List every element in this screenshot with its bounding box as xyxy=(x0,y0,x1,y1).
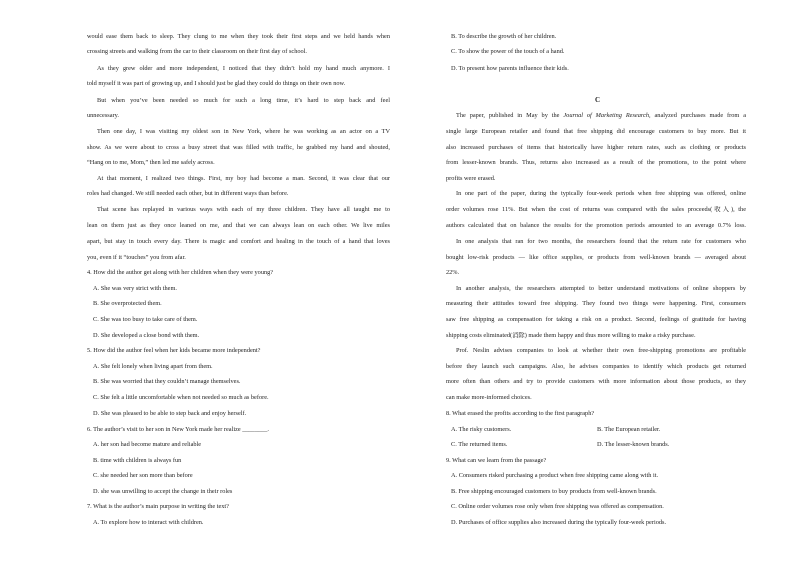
text-line: profits were erased. xyxy=(446,175,496,182)
text-line: B. The European retailer. xyxy=(597,426,661,433)
text-line: 5. How did the author feel when her kids became more independent? xyxy=(87,347,261,354)
text-line: also increased purchases of items that historically have higher return rates, such as clothing or products xyxy=(446,144,746,151)
text-line: At that moment, I realized two things. First, my boy had become a man. Second, it was clear that our xyxy=(97,175,390,182)
text-line: D. Purchases of office supplies also increased during the typically four-week periods. xyxy=(451,519,667,526)
text-line: But when you’ve been needed so much for such a long time, it’s hard to step back and feel xyxy=(97,97,390,104)
text-line: C. She was too busy to take care of them. xyxy=(93,316,198,323)
text-line: shipping costs eliminated(消除) made them happy and thus more willing to make a risky purchase. xyxy=(446,332,696,339)
text-line: told myself it was part of growing up, and I should just be glad they could do things on their own now. xyxy=(87,80,346,87)
text-line: In another analysis, the researchers attempted to better understand motivations of online shoppers by xyxy=(456,285,746,292)
text-line: Prof. Neslin advises companies to look at whether their own free-shipping promotions are profitable xyxy=(456,347,746,354)
text-line: B. She was worried that they couldn’t manage themselves. xyxy=(93,378,241,385)
text-line: crossing streets and walking from the car to their classroom on their first day of school. xyxy=(87,48,307,55)
text-line: show. As we were about to cross a busy street that was filled with traffic, he grabbed my hand and shouted, xyxy=(87,144,390,151)
text-line: D. The lesser-known brands. xyxy=(597,441,670,448)
text-line: D. She developed a close bond with them. xyxy=(93,332,200,339)
text-line: B. time with children is always fun xyxy=(93,457,182,464)
text-line: before they launch such campaigns. Also, he advises companies to identify which products get returned xyxy=(446,363,746,370)
text-line: 6. The author’s visit to her son in New York made her realize ________. xyxy=(87,426,269,433)
text-line: In one analysis that ran for two months, the researchers found that the return rate for customers who xyxy=(456,238,746,245)
text-line: you, even if it “touches” you from afar. xyxy=(87,254,186,261)
text-line: A. Consumers risked purchasing a product when free shipping came along with it. xyxy=(451,472,659,479)
text-line: can make more-informed choices. xyxy=(446,394,532,401)
section-heading: C xyxy=(594,96,601,104)
text-line: 4. How did the author get along with her children when they were young? xyxy=(87,269,274,276)
text-line: C. She felt a little uncomfortable when not needed so much as before. xyxy=(93,394,269,401)
text-line: from lesser-known brands. Thus, returns also increased as a result of the promotions, to the point where xyxy=(446,159,746,166)
text-line: A. The risky customers. xyxy=(451,426,512,433)
text-line: C. To show the power of the touch of a hand. xyxy=(451,48,565,55)
text-line: unnecessary. xyxy=(87,112,119,119)
text-line: bought low-risk products — like office supplies, or products from well-known brands — averaged about xyxy=(446,254,746,261)
text-line: lean on them just as they once leaned on me, and that we can always lean on each other. We live miles xyxy=(87,222,390,229)
text-line: more often than others and try to provide customers with more information about those products, so they xyxy=(446,378,746,385)
text-line: C. she needed her son more than before xyxy=(93,472,193,479)
text-line: Then one day, I was visiting my oldest son in New York, where he was working as an actor on a TV xyxy=(97,128,390,135)
text-line: would ease them back to sleep. They clung to me when they took their first steps and we held hands when xyxy=(87,33,390,40)
text-line: D. To present how parents influence their kids. xyxy=(451,65,569,72)
text-line: measuring their attitudes toward free shipping. They found two things were happening. First, consumers xyxy=(446,300,746,307)
text-line: B. She overprotected them. xyxy=(93,300,162,307)
text-line: That scene has replayed in various ways with each of my three children. They have all taught me to xyxy=(97,206,390,213)
text-line: The paper, published in May by the Journal of Marketing Research, analyzed purchases made from a xyxy=(456,112,746,119)
text-line: C. Online order volumes rose only when free shipping was offered as compensation. xyxy=(451,503,664,510)
text-line: C. The returned items. xyxy=(451,441,508,448)
text-line: D. She was pleased to be able to step back and enjoy herself. xyxy=(93,410,247,417)
text-line: apart, but stay in touch every day. There is magic and comfort and healing in the touch of a hand that loves xyxy=(87,238,390,245)
text-line: A. her son had become mature and reliable xyxy=(93,441,202,448)
text-line: A. To explore how to interact with children. xyxy=(93,519,204,526)
text-line: B. To describe the growth of her children. xyxy=(451,33,557,40)
text-line: 8. What erased the profits according to the first paragraph? xyxy=(446,410,595,417)
text-line: 22%. xyxy=(446,269,460,276)
text-line: saw free shipping as compensation for taking a risk on a product. Second, feelings of gratitude for having xyxy=(446,316,746,323)
text-line: single large European retailer and found that free shipping did encourage customers to buy more. But it xyxy=(446,128,746,135)
text-line: order volumes rose 11%. But when the cost of returns was compared with the sales proceeds(收入), the xyxy=(446,206,746,213)
text-line: A. She was very strict with them. xyxy=(93,285,177,292)
text-line: 9. What can we learn from the passage? xyxy=(446,457,547,464)
text-line: In one part of the paper, during the typically four-week periods when free shipping was offered, online xyxy=(456,190,746,197)
text-line: A. She felt lonely when living apart from them. xyxy=(93,363,213,370)
text-line: B. Free shipping encouraged customers to buy products from well-known brands. xyxy=(451,488,657,495)
text-line: authors calculated that on balance the results for the promotion periods amounted to an average 0.7% loss. xyxy=(446,222,746,229)
text-line: 7. What is the author’s main purpose in writing the text? xyxy=(87,503,229,510)
text-line: roles had changed. We still needed each other, but in different ways than before. xyxy=(87,190,289,197)
text-line: D. she was unwilling to accept the change in their roles xyxy=(93,488,233,495)
text-line: As they grew older and more independent, I noticed that they didn’t hold my hand much anymore. I xyxy=(97,65,390,72)
text-line: “Hang on to me, Mom,” then led me safely across. xyxy=(87,159,215,166)
